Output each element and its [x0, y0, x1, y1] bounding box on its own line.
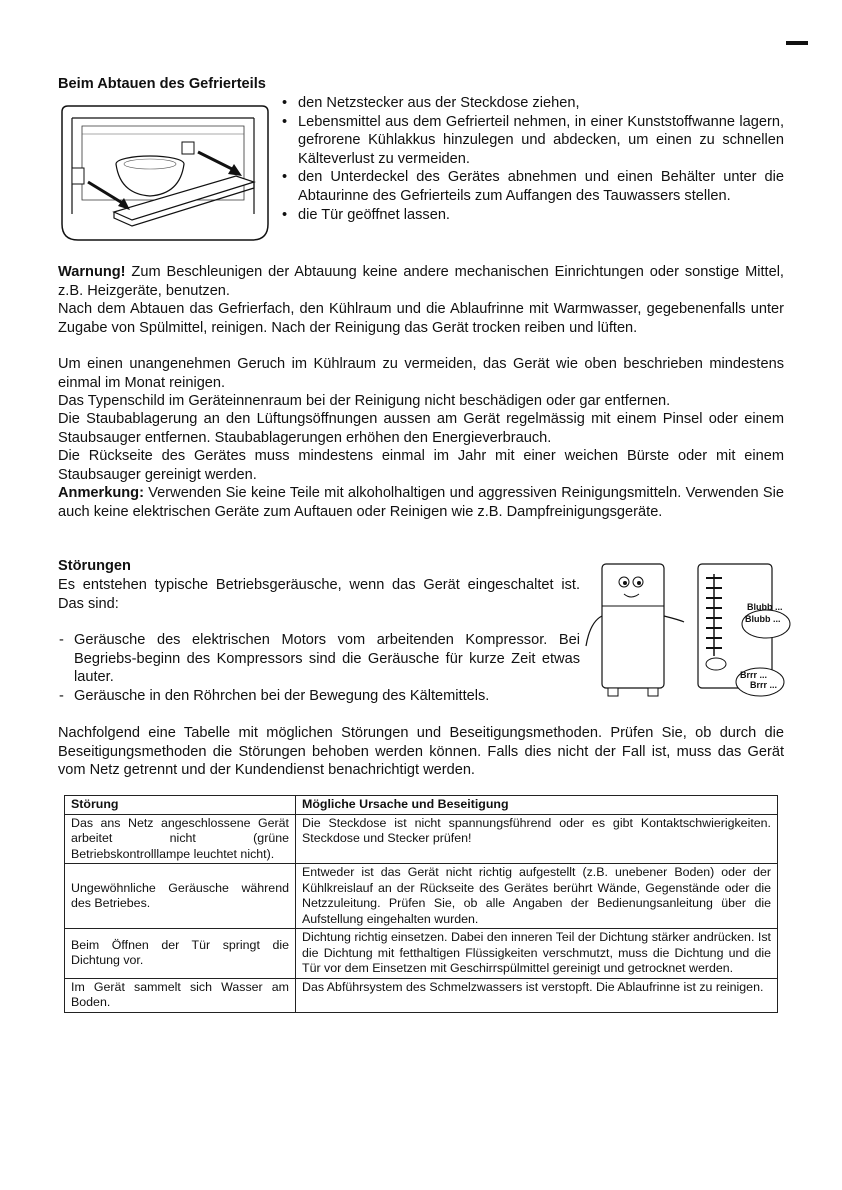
- table-intro: Nachfolgend eine Tabelle mit möglichen Störungen und Beseitigungsmethoden. Prüfen Sie, ob durch die Beseitigungsmethoden die Störungen behoben werden können. Falls dies nicht der Fall ist, muss das Gerät vom Netz getrennt und der Kundendienst benachrichtigt werden.: [58, 725, 784, 778]
- fault-cell: Das ans Netz angeschlossene Gerät arbeitet nicht (grüne Betriebskontrolllampe leuchtet nicht).: [65, 814, 296, 864]
- faults-intro: Es entstehen typische Betriebsgeräusche, wenn das Gerät eingeschaltet ist. Das sind:: [58, 577, 580, 612]
- remedy-cell: Die Steckdose ist nicht spannungsführend oder es gibt Kontaktschwierigkeiten. Steckdose und Stecker prüfen!: [296, 814, 778, 864]
- table-header-row: [65, 796, 778, 815]
- paragraph: Nach dem Abtauen das Gefrierfach, den Kühlraum und die Ablaufrinne mit Warmwasser, gegebenenfalls unter Zugabe von Spülmittel, reinigen. Nach der Reinigung das Gerät trocken reiben und lüften.: [58, 301, 784, 336]
- paragraph: Das Typenschild im Geräteinnenraum bei der Reinigung nicht beschädigen oder gar entfernen.: [58, 393, 671, 409]
- sound-bubble-text: Brrr ...: [740, 670, 768, 680]
- note-paragraph: [58, 484, 784, 521]
- table-row: [65, 814, 778, 864]
- sound-bubble-text: Blubb ...: [745, 614, 781, 624]
- list-item: • die Tür geöffnet lassen.: [280, 206, 784, 225]
- list-item: • den Unterdeckel des Gerätes abnehmen und einen Behälter unter die Abtaurinne des Gefrierteils zum Auffangen des Tauwassers stellen.: [280, 168, 784, 205]
- list-item: • Lebensmittel aus dem Gefrierteil nehmen, in einer Kunststoffwanne lagern, gefrorene Kühlakkus hinzulegen und abdecken, um einen zu schnellen Kälteverlust zu vermeiden.: [280, 113, 784, 169]
- warning-paragraph: [58, 263, 784, 300]
- remedy-cell: Das Abführsystem des Schmelzwassers ist verstopft. Die Ablaufrinne ist zu reinigen.: [296, 978, 778, 1012]
- defrost-illustration: [58, 104, 272, 244]
- paragraph: Die Staubablagerung an den Lüftungsöffnungen aussen am Gerät regelmässig mit einem Pinsel oder einem Staubsauger entfernen. Staubablagerungen erhöhen den Energieverbrauch.: [58, 411, 784, 446]
- sound-bubble-text: Blubb ...: [747, 602, 783, 612]
- list-item: - Geräusche des elektrischen Motors vom arbeitenden Kompressor. Bei Begriebs-beginn des Kompressors sind die Geräusche für kurze Zeit etwas lauter.: [58, 631, 580, 687]
- table-row: [65, 929, 778, 979]
- page-marker: [786, 41, 808, 45]
- paragraph: Um einen unangenehmen Geruch im Kühlraum zu vermeiden, das Gerät wie oben beschrieben mindestens einmal im Monat reinigen.: [58, 356, 784, 391]
- fridge-cartoon: [584, 556, 792, 700]
- fault-cell: Beim Öffnen der Tür springt die Dichtung vor.: [65, 929, 296, 979]
- table-row: [65, 978, 778, 1012]
- remedy-cell: Entweder ist das Gerät nicht richtig aufgestellt (z.B. unebener Boden) oder der Kühlkreislauf an der Rückseite des Gerätes berührt Wände, Gegenstände oder die Netzzuleitung. Prüfen Sie, ob alle Angaben der Bedienungsanleitung über die Aufstellung eingehalten wurden.: [296, 864, 778, 929]
- warning-label: Warnung!: [58, 264, 126, 280]
- table-row: [65, 864, 778, 929]
- note-label: Anmerkung:: [58, 485, 144, 501]
- fault-cell: Ungewöhnliche Geräusche während des Betriebes.: [65, 864, 296, 929]
- fault-cell: Im Gerät sammelt sich Wasser am Boden.: [65, 978, 296, 1012]
- defrost-steps: [280, 94, 784, 224]
- sound-bubble-text: Brrr ...: [750, 680, 778, 690]
- table-header: Störung: [65, 796, 296, 815]
- table-header: Mögliche Ursache und Beseitigung: [296, 796, 778, 815]
- note-text: Verwenden Sie keine Teile mit alkoholhaltigen und aggressiven Reinigungsmitteln. Verwenden Sie auch keine elektrischen Geräte zum Auftauen oder Reinigen wie z.B. Dampfreinigungsgeräte.: [58, 485, 784, 520]
- remedy-cell: Dichtung richtig einsetzen. Dabei den inneren Teil der Dichtung stärker andrücken. Ist die Dichtung mit fetthaltigen Flüssigkeiten verschmutzt, muss die Dichtung und die Tür vor dem Einsetzen mit Geschirrspülmittel gereinigt und getrocknet werden.: [296, 929, 778, 979]
- paragraph: Die Rückseite des Gerätes muss mindestens einmal im Jahr mit einer weichen Bürste oder mit einem Staubsauger gereinigt werden.: [58, 448, 784, 483]
- warning-text: Zum Beschleunigen der Abtauung keine andere mechanischen Einrichtungen oder sonstige Mittel, z.B. Heizgeräte, benutzen.: [58, 264, 784, 299]
- fault-table: [64, 795, 778, 1013]
- list-item: • den Netzstecker aus der Steckdose ziehen,: [280, 94, 784, 113]
- faults-heading: Störungen: [58, 558, 131, 574]
- list-item: - Geräusche in den Röhrchen bei der Bewegung des Kältemittels.: [58, 687, 580, 706]
- noise-list: [58, 631, 580, 705]
- defrost-heading: Beim Abtauen des Gefrierteils: [58, 76, 266, 92]
